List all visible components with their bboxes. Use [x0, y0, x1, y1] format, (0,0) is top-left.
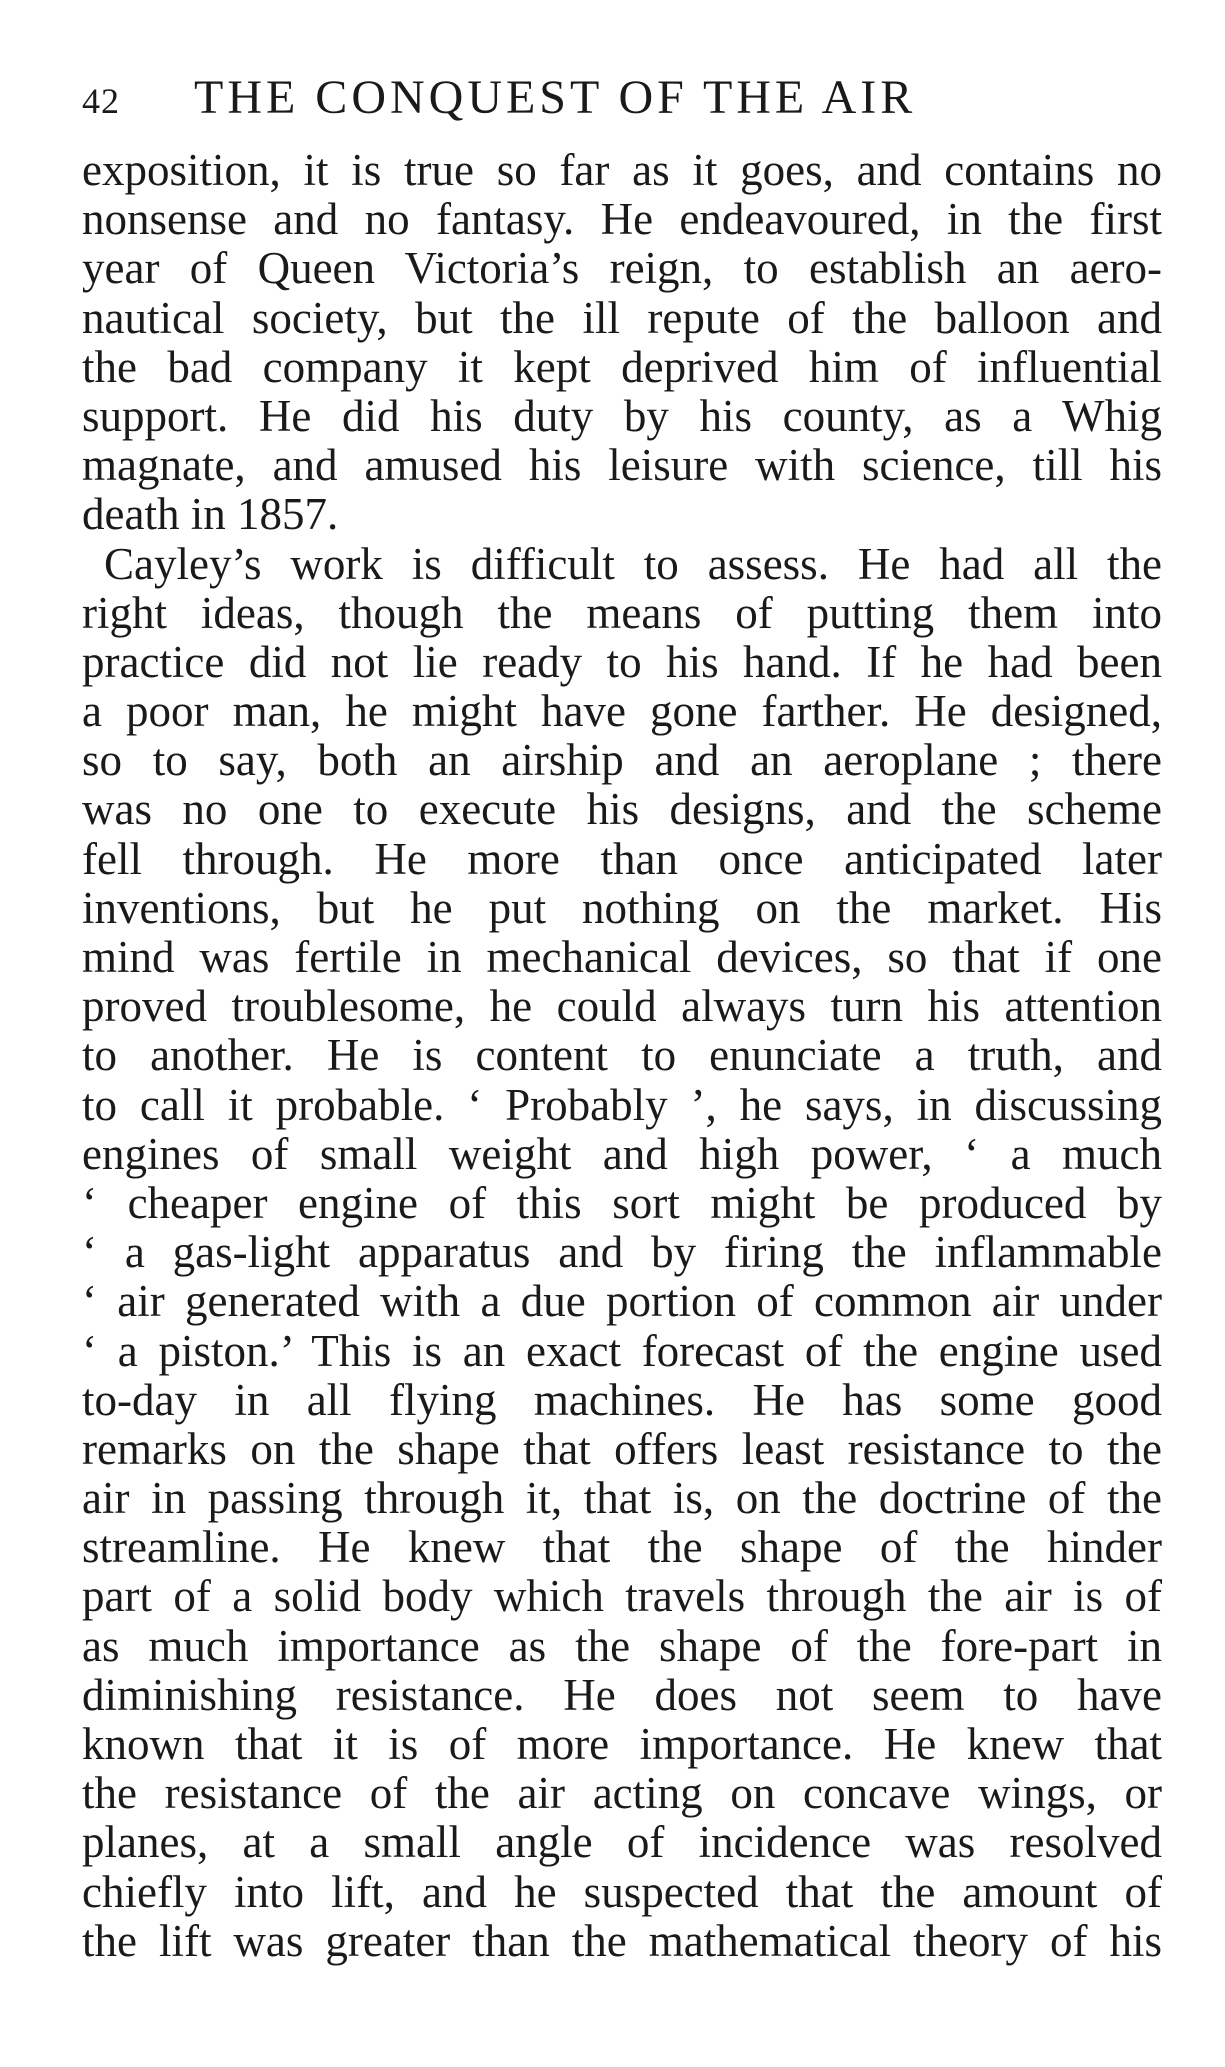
text-line: to-day in all flying machines. He has some good	[82, 1374, 1162, 1425]
text-line: practice did not lie ready to his hand. If he had been	[82, 636, 1162, 687]
text-line: exposition, it is true so far as it goes, and contains no	[82, 145, 1162, 195]
page-header	[82, 70, 1162, 132]
text-line: inventions, but he put nothing on the market. His	[82, 882, 1162, 933]
text-line: mind was fertile in mechanical devices, so that if one	[82, 932, 1162, 982]
text-line: ‘ a gas-light apparatus and by firing the inflammable	[82, 1227, 1162, 1278]
text-line: chiefly into lift, and he suspected that the amount of	[82, 1866, 1162, 1917]
text-line: the resistance of the air acting on concave wings, or	[82, 1768, 1162, 1819]
text-line: so to say, both an airship and an aeroplane ; there	[82, 735, 1162, 786]
body-text	[82, 146, 1162, 1966]
text-line: planes, at a small angle of incidence was resolved	[82, 1817, 1162, 1868]
text-line: year of Queen Victoria’s reign, to establish an aero-	[82, 243, 1162, 294]
text-line: nautical society, but the ill repute of the balloon and	[82, 292, 1162, 343]
text-line: part of a solid body which travels through the air is of	[82, 1571, 1162, 1622]
text-line: a poor man, he might have gone farther. He designed,	[82, 686, 1162, 737]
book-page	[82, 70, 1162, 1966]
text-line: right ideas, though the means of putting them into	[82, 587, 1162, 638]
text-line: to call it probable. ‘ Probably ’, he says, in discussing	[82, 1079, 1162, 1130]
text-line: known that it is of more importance. He knew that	[82, 1719, 1162, 1769]
text-line: the bad company it kept deprived him of influential	[82, 341, 1162, 392]
text-line: magnate, and amused his leisure with science, till his	[82, 440, 1162, 491]
text-line: ‘ cheaper engine of this sort might be produced by	[82, 1177, 1162, 1228]
text-line: fell through. He more than once anticipated later	[82, 833, 1162, 884]
text-line: ‘ air generated with a due portion of common air under	[82, 1276, 1162, 1327]
text-line: ‘ a piston.’ This is an exact forecast of the engine used	[82, 1325, 1162, 1376]
text-line: death in 1857.	[82, 489, 339, 540]
text-line: nonsense and no fantasy. He endeavoured, in the first	[82, 194, 1162, 245]
text-line: Cayley’s work is difficult to assess. He had all the	[104, 538, 1162, 589]
text-line: engines of small weight and high power, ‘ a much	[82, 1128, 1162, 1179]
text-line: diminishing resistance. He does not seem to have	[82, 1669, 1162, 1720]
text-line: proved troublesome, he could always turn his attention	[82, 981, 1162, 1032]
text-line: as much importance as the shape of the fore-part in	[82, 1620, 1162, 1671]
running-head: THE CONQUEST OF THE AIR	[194, 71, 917, 124]
text-line: the lift was greater than the mathematical theory of his	[82, 1915, 1162, 1966]
text-line: support. He did his duty by his county, as a Whig	[82, 390, 1162, 441]
text-line: to another. He is content to enunciate a truth, and	[82, 1030, 1162, 1081]
text-line: was no one to execute his designs, and the scheme	[82, 784, 1162, 835]
text-line: air in passing through it, that is, on the doctrine of the	[82, 1473, 1162, 1524]
text-line: remarks on the shape that offers least resistance to the	[82, 1423, 1162, 1474]
text-line: streamline. He knew that the shape of the hinder	[82, 1522, 1162, 1573]
page-number: 42	[82, 81, 120, 121]
